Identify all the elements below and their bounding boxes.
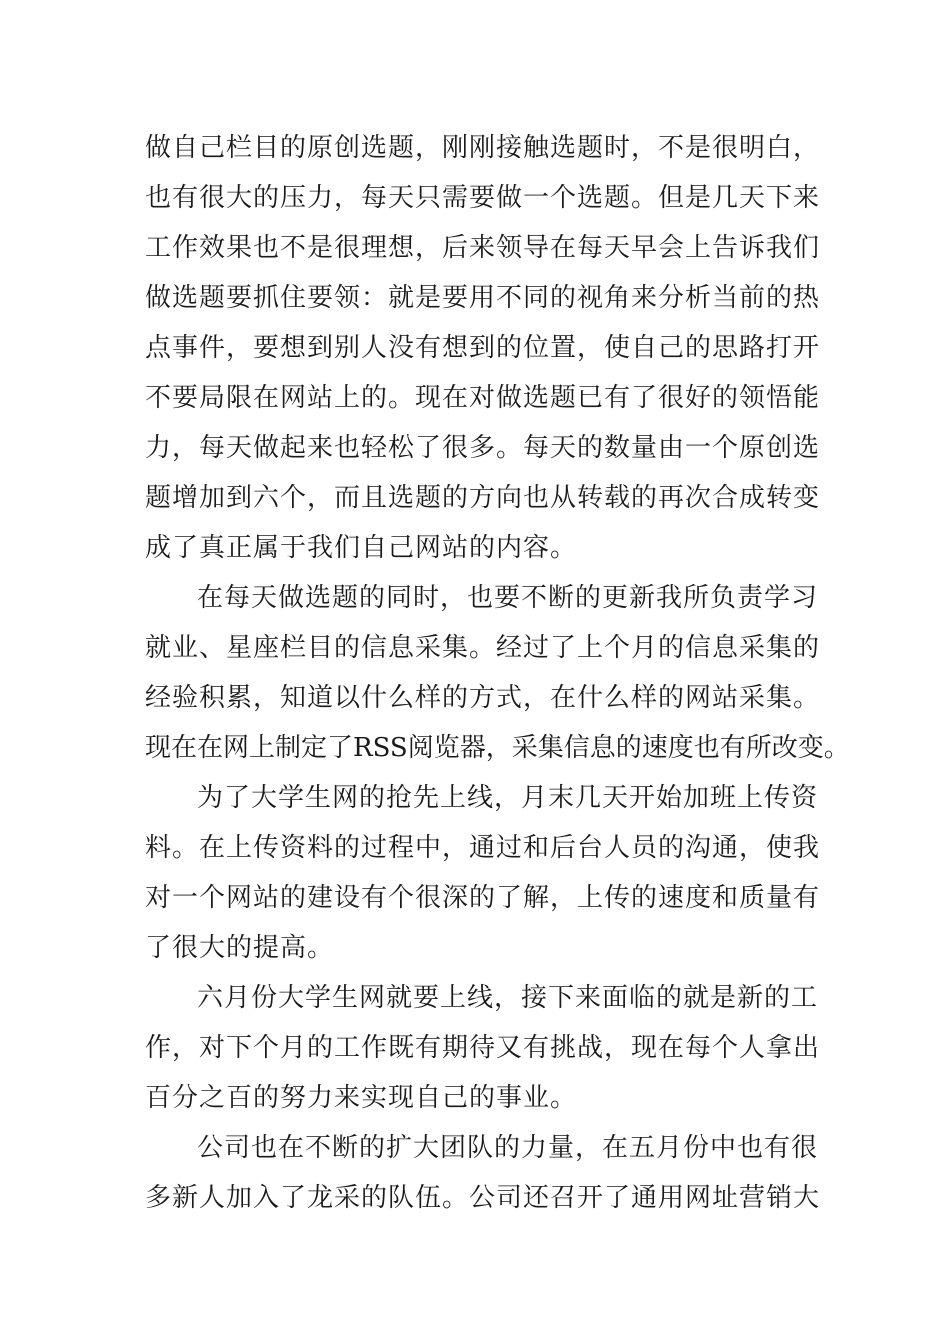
text-line: 题增加到六个，而且选题的方向也从转载的再次合成转变 [145, 483, 821, 513]
text-line: 做自己栏目的原创选题，刚刚接触选题时，不是很明白， [145, 133, 821, 163]
text-line: 对一个网站的建设有个很深的了解，上传的速度和质量有 [145, 883, 821, 913]
text-line: 多新人加入了龙采的队伍。公司还召开了通用网址营销大 [145, 1183, 821, 1213]
text-line: 做选题要抓住要领：就是要用不同的视角来分析当前的热 [145, 283, 821, 313]
paragraph-first-line: 六月份大学生网就要上线，接下来面临的就是新的工 [197, 983, 819, 1013]
text-line: 百分之百的努力来实现自己的事业。 [145, 1083, 578, 1113]
text-line: 了很大的提高。 [145, 933, 335, 963]
paragraph-first-line: 公司也在不断的扩大团队的力量，在五月份中也有很 [197, 1133, 819, 1163]
text-line: 也有很大的压力，每天只需要做一个选题。但是几天下来 [145, 183, 821, 213]
text-line: 现在在网上制定了RSS阅览器，采集信息的速度也有所改变。 [145, 733, 850, 763]
paragraph-first-line: 为了大学生网的抢先上线，月末几天开始加班上传资 [197, 783, 819, 813]
text-line: 成了真正属于我们自己网站的内容。 [145, 533, 578, 563]
text-line: 作，对下个月的工作既有期待又有挑战，现在每个人拿出 [145, 1033, 821, 1063]
text-line: 力，每天做起来也轻松了很多。每天的数量由一个原创选 [145, 433, 821, 463]
text-line: 经验积累，知道以什么样的方式，在什么样的网站采集。 [145, 683, 821, 713]
paragraph-first-line: 在每天做选题的同时，也要不断的更新我所负责学习 [197, 583, 819, 613]
text-line: 工作效果也不是很理想，后来领导在每天早会上告诉我们 [145, 233, 821, 263]
text-line: 料。在上传资料的过程中，通过和后台人员的沟通，使我 [145, 833, 821, 863]
text-line: 点事件，要想到别人没有想到的位置，使自己的思路打开 [145, 333, 821, 363]
text-line: 不要局限在网站上的。现在对做选题已有了很好的领悟能 [145, 383, 821, 413]
text-line: 就业、星座栏目的信息采集。经过了上个月的信息采集的 [145, 633, 821, 663]
